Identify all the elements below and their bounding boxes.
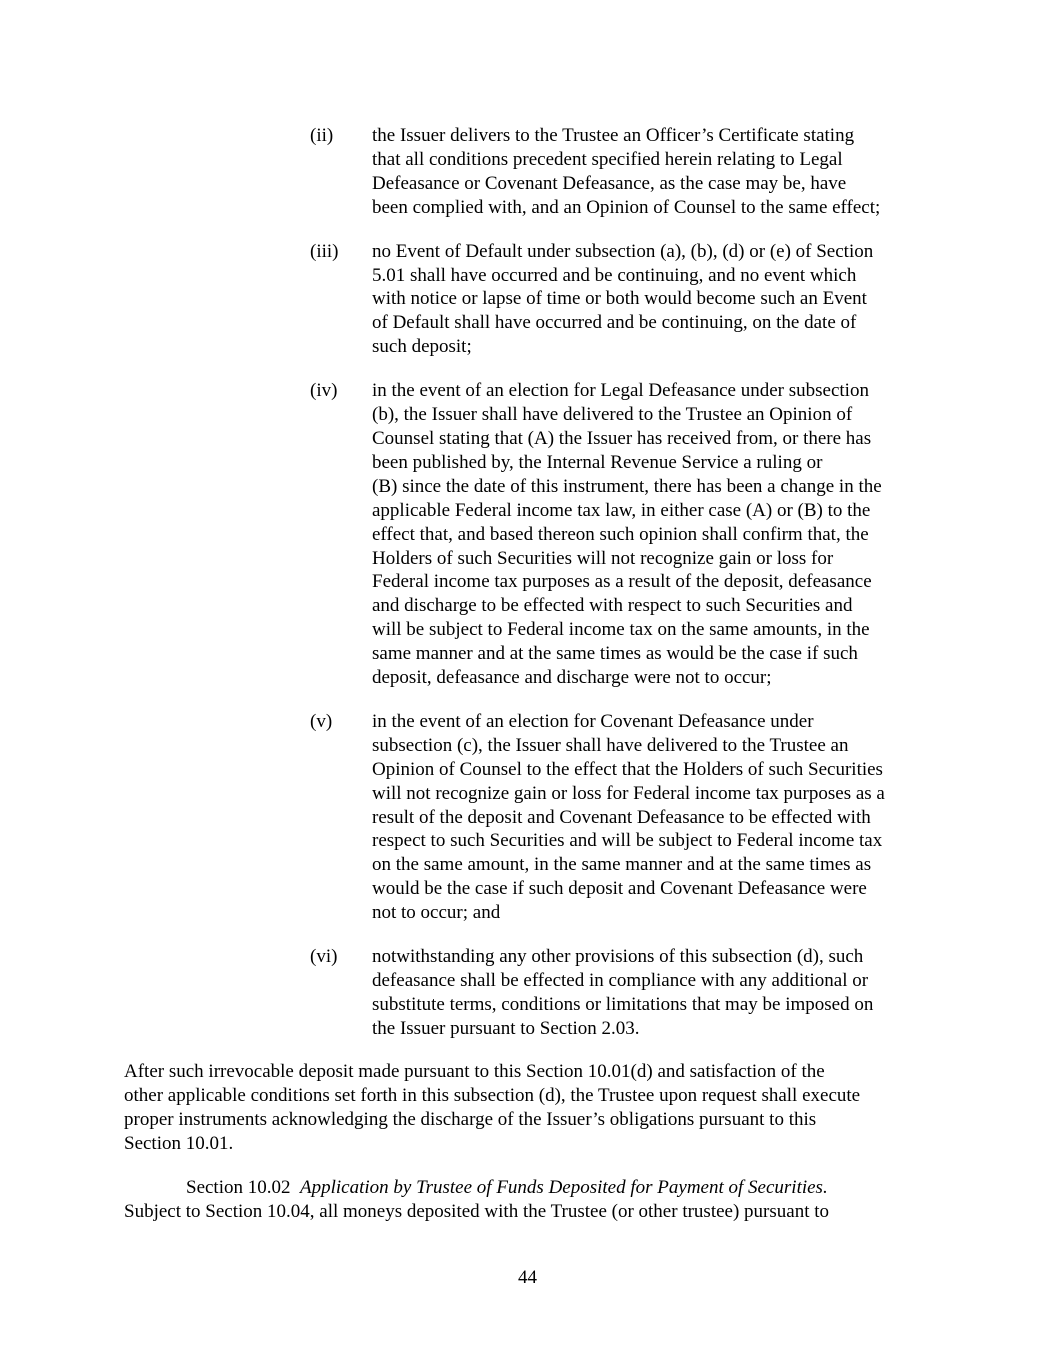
clause-line: would be the case if such deposit and Covenant Defeasance were: [372, 878, 867, 900]
closing-paragraph: [124, 1060, 944, 1156]
clause-line: result of the deposit and Covenant Defeasance to be effected with: [372, 806, 871, 828]
clause-line: same manner and at the same times as would be the case if such: [372, 643, 858, 665]
clause-line: Counsel stating that (A) the Issuer has received from, or there has: [372, 427, 872, 449]
clause-line: Defeasance or Covenant Defeasance, as the case may be, have: [372, 172, 847, 194]
clause-line: 5.01 shall have occurred and be continuing, and no event which: [372, 264, 857, 286]
clause-vi: [310, 945, 950, 1041]
clause-line: such deposit;: [372, 336, 472, 358]
clause-line: on the same amount, in the same manner and at the same times as: [372, 854, 872, 876]
clause-number: (ii): [310, 125, 334, 146]
clause-list: [310, 124, 950, 1061]
section-10-02: [124, 1176, 944, 1224]
clause-line: been complied with, and an Opinion of Counsel to the same effect;: [372, 196, 881, 218]
page-number: 44: [518, 1267, 537, 1288]
clause-number: (iv): [310, 380, 338, 402]
section-heading-line: [124, 1176, 944, 1200]
clause-line: not to occur; and: [372, 902, 501, 924]
clause-line: applicable Federal income tax law, in either case (A) or (B) to the: [372, 499, 871, 521]
section-heading-title: Application by Trustee of Funds Deposited for Payment of Securities.: [300, 1177, 828, 1198]
clause-line: no Event of Default under subsection (a), (b), (d) or (e) of Section: [372, 240, 874, 262]
clause-line: with notice or lapse of time or both would become such an Event: [372, 288, 867, 310]
clause-text: [372, 379, 950, 690]
clause-line: the Issuer pursuant to Section 2.03.: [372, 1017, 640, 1039]
clause-line: Opinion of Counsel to the effect that the Holders of such Securities: [372, 758, 883, 780]
clause-line: Holders of such Securities will not recognize gain or loss for: [372, 547, 834, 569]
clause-number: (v): [310, 710, 333, 732]
clause-line: Federal income tax purposes as a result of the deposit, defeasance: [372, 571, 872, 593]
clause-line: of Default shall have occurred and be continuing, on the date of: [372, 312, 857, 334]
clause-line: in the event of an election for Legal Defeasance under subsection: [372, 380, 869, 402]
clause-ii: [310, 124, 950, 220]
clause-line: substitute terms, conditions or limitations that may be imposed on: [372, 993, 874, 1015]
clause-text: [372, 240, 950, 360]
clause-line: respect to such Securities and will be subject to Federal income tax: [372, 830, 883, 852]
section-heading-number: Section 10.02: [186, 1177, 291, 1198]
clause-text: [372, 710, 950, 925]
clause-line: will be subject to Federal income tax on the same amounts, in the: [372, 619, 870, 641]
clause-line: and discharge to be effected with respect to such Securities and: [372, 595, 853, 617]
clause-text: [372, 945, 950, 1041]
clause-line: will not recognize gain or loss for Federal income tax purposes as a: [372, 782, 885, 804]
paragraph-line: After such irrevocable deposit made pursuant to this Section 10.01(d) and satisfaction of the: [124, 1061, 825, 1082]
clause-line: in the event of an election for Covenant Defeasance under: [372, 710, 814, 732]
clause-line: (b), the Issuer shall have delivered to the Trustee an Opinion of: [372, 404, 853, 426]
paragraph-line: proper instruments acknowledging the discharge of the Issuer’s obligations pursuant to this: [124, 1108, 817, 1130]
clause-line: effect that, and based thereon such opinion shall confirm that, the: [372, 523, 869, 545]
paragraph-line: other applicable conditions set forth in this subsection (d), the Trustee upon request shall execute: [124, 1084, 861, 1106]
clause-iii: [310, 240, 950, 360]
clause-line: been published by, the Internal Revenue Service a ruling or: [372, 451, 823, 473]
clause-v: [310, 710, 950, 925]
clause-text: [372, 124, 950, 220]
section-first-line: Subject to Section 10.04, all moneys deposited with the Trustee (or other trustee) pursuant to: [124, 1200, 830, 1222]
clause-line: that all conditions precedent specified herein relating to Legal: [372, 148, 843, 170]
clause-line: subsection (c), the Issuer shall have delivered to the Trustee an: [372, 734, 849, 756]
clause-iv: [310, 379, 950, 690]
clause-line: defeasance shall be effected in compliance with any additional or: [372, 970, 869, 991]
clause-number: (iii): [310, 240, 339, 262]
clause-number: (vi): [310, 946, 338, 968]
paragraph-line: Section 10.01.: [124, 1132, 234, 1154]
clause-line: notwithstanding any other provisions of this subsection (d), such: [372, 946, 864, 968]
closing-paragraph-text: [124, 1060, 944, 1156]
clause-line: the Issuer delivers to the Trustee an Officer’s Certificate stating: [372, 125, 855, 146]
clause-line: deposit, defeasance and discharge were not to occur;: [372, 667, 772, 689]
clause-line: (B) since the date of this instrument, there has been a change in the: [372, 475, 882, 497]
